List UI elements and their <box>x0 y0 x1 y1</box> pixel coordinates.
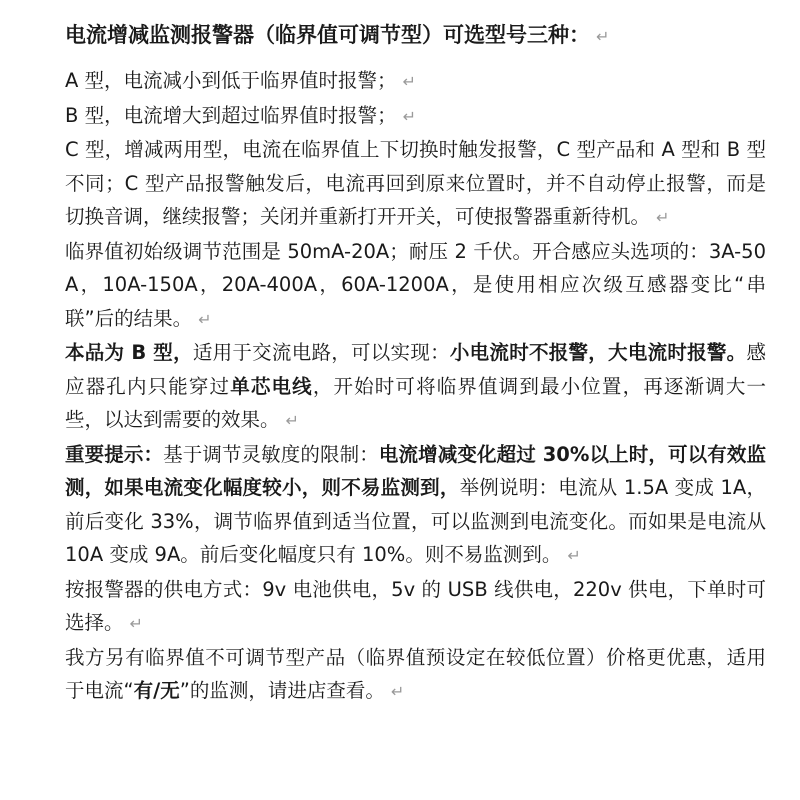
product-feature-bold: 小电流时不报警，大电流时报警。 <box>449 341 747 364</box>
paragraph-return-mark: ↵ <box>285 411 299 430</box>
product-type-bold: 本品为 B 型， <box>65 341 193 364</box>
other-product-end-text: ”的监测，请进店查看。 <box>179 679 385 702</box>
type-c-text: C 型，增减两用型，电流在临界值上下切换时触发报警，C 型产品和 A 型和 B 型不同；C 型产品报警触发后，电流再回到原来位置时，并不自动停止报警，而是切换音调，继续报警；关闭并重新打开开关，可使报警器重新待机。 <box>65 138 766 228</box>
type-a-paragraph <box>65 64 766 99</box>
range-paragraph <box>65 235 766 337</box>
paragraph-return-mark: ↵ <box>656 208 670 227</box>
tip-example-text: 举例说明：电流从 1.5A 变成 1A，前后变化 33%，调节临界值到适当位置，可以监测到电流变化。而如果是电流从 10A 变成 9A。前后变化幅度只有 10%。则不易监测到。 <box>65 476 766 566</box>
on-off-bold: 有/无 <box>133 679 180 702</box>
tip-paragraph <box>65 438 766 573</box>
paragraph-return-mark: ↵ <box>390 682 405 701</box>
title-text: 电流增减监测报警器（临界值可调节型）可选型号三种： <box>65 23 590 47</box>
power-paragraph <box>65 573 766 641</box>
product-paragraph <box>65 336 766 438</box>
paragraph-return-mark: ↵ <box>567 546 581 565</box>
product-adjust-text: ，开始时可将临界值调到最小位置，再逐渐调大一些，以达到需要的效果。 <box>65 374 766 431</box>
type-c-paragraph <box>65 133 766 235</box>
range-text: 临界值初始级调节范围是 50mA-20A；耐压 2 千伏。开合感应头选项的：3A-50A，10A-150A，20A-400A，60A-1200A，是使用相应次级互感器变比“串联”后的结果。 <box>65 239 766 330</box>
paragraph-return-mark: ↵ <box>402 72 416 91</box>
document-title <box>65 18 766 54</box>
tip-limit-text: 基于调节灵敏度的限制： <box>163 442 379 466</box>
tip-heading-bold: 重要提示： <box>65 442 164 466</box>
power-text: 按报警器的供电方式：9v 电池供电，5v 的 USB 线供电，220v 供电，下单时可选择。 <box>65 577 766 634</box>
product-usage-text: 适用于交流电路，可以实现： <box>192 341 450 364</box>
paragraph-return-mark: ↵ <box>198 309 212 329</box>
paragraph-return-mark: ↵ <box>129 614 143 633</box>
product-sensor-text: 感应器孔内只能穿过 <box>65 341 766 398</box>
other-product-text: 我方另有临界值不可调节型产品（临界值预设定在较低位置）价格更优惠，适用于电流“ <box>65 645 766 702</box>
paragraph-return-mark: ↵ <box>596 27 610 46</box>
single-core-wire-bold: 单芯电线 <box>230 374 313 398</box>
type-a-text: A 型，电流减小到低于临界值时报警； <box>65 69 397 92</box>
tip-threshold-bold: 电流增减变化超过 30%以上时，可以有效监测，如果电流变化幅度较小，则不易监测到， <box>65 442 766 499</box>
paragraph-return-mark: ↵ <box>402 106 416 126</box>
type-b-text: B 型，电流增大到超过临界值时报警； <box>65 103 397 127</box>
type-b-paragraph <box>65 99 766 134</box>
other-product-paragraph <box>65 641 766 709</box>
